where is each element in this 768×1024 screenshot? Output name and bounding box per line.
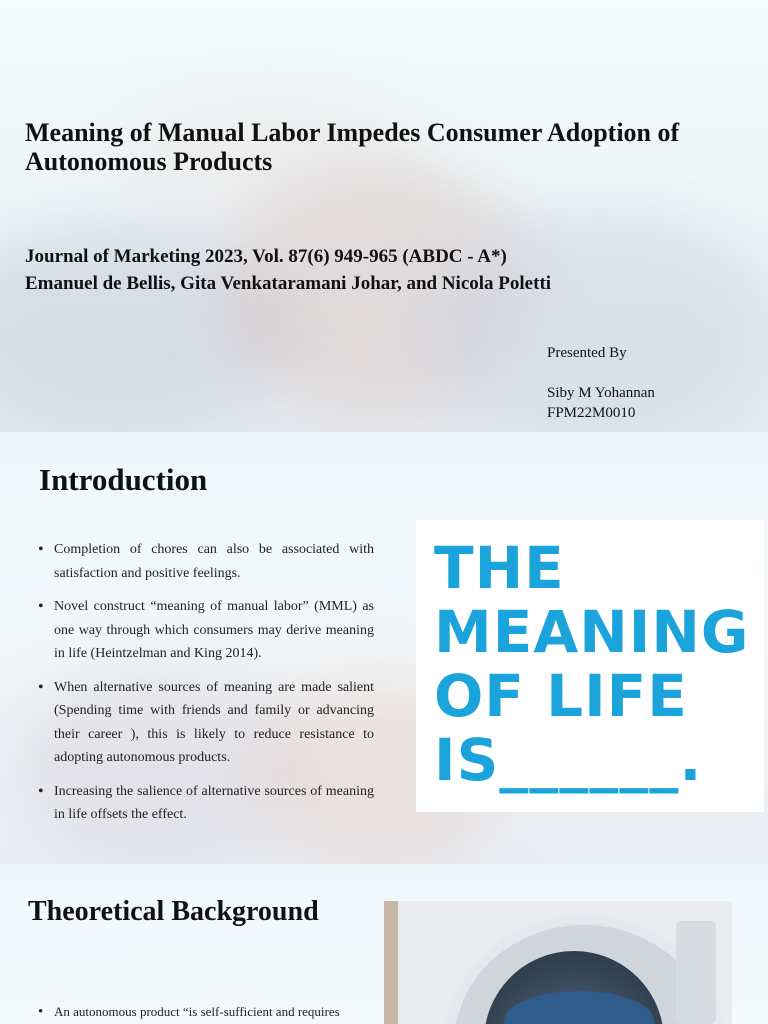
title-slide — [0, 0, 768, 432]
bullet-list — [36, 1002, 376, 1022]
list-item: • Completion of chores can also be associated with satisfaction and positive feelings. — [36, 538, 374, 585]
theoretical-background-slide — [0, 864, 768, 1024]
poster-line: THE — [434, 534, 565, 602]
poster-line: MEANING — [434, 598, 750, 666]
authors: Emanuel de Bellis, Gita Venkataramani Johar, and Nicola Poletti — [25, 273, 552, 294]
poster-line: OF LIFE — [434, 662, 688, 730]
list-item: • An autonomous product “is self-sufficient and requires — [36, 1002, 376, 1022]
introduction-slide — [0, 432, 768, 864]
slide-heading: Theoretical Background — [28, 896, 319, 927]
paper-title: Meaning of Manual Labor Impedes Consumer Adoption of Autonomous Products — [25, 118, 680, 176]
list-item: • Increasing the salience of alternative sources of meaning in life offsets the effect. — [36, 780, 374, 827]
door-hinge — [676, 921, 716, 1024]
list-item: • Novel construct “meaning of manual labor” (MML) as one way through which consumers may derive meaning in life (Heintzelman and King 2014). — [36, 595, 374, 666]
meaning-of-life-image — [416, 520, 764, 812]
presenter-name: Siby M Yohannan — [547, 385, 655, 401]
paper-meta — [25, 243, 551, 297]
washing-machine-photo — [384, 901, 732, 1024]
bullet-list — [36, 538, 374, 837]
presenter-id: FPM22M0010 — [547, 405, 636, 421]
list-item: • When alternative sources of meaning are made salient (Spending time with friends and family or advancing their career ), this is likely to reduce resistance to adopting autonomous products. — [36, 676, 374, 770]
presenter-block — [547, 343, 655, 423]
presented-by-label: Presented By — [547, 345, 627, 361]
journal-info: Journal of Marketing 2023, Vol. 87(6) 949-965 (ABDC - A*) — [25, 246, 507, 267]
slide-heading: Introduction — [39, 462, 208, 497]
poster-line: IS______. — [434, 726, 703, 794]
